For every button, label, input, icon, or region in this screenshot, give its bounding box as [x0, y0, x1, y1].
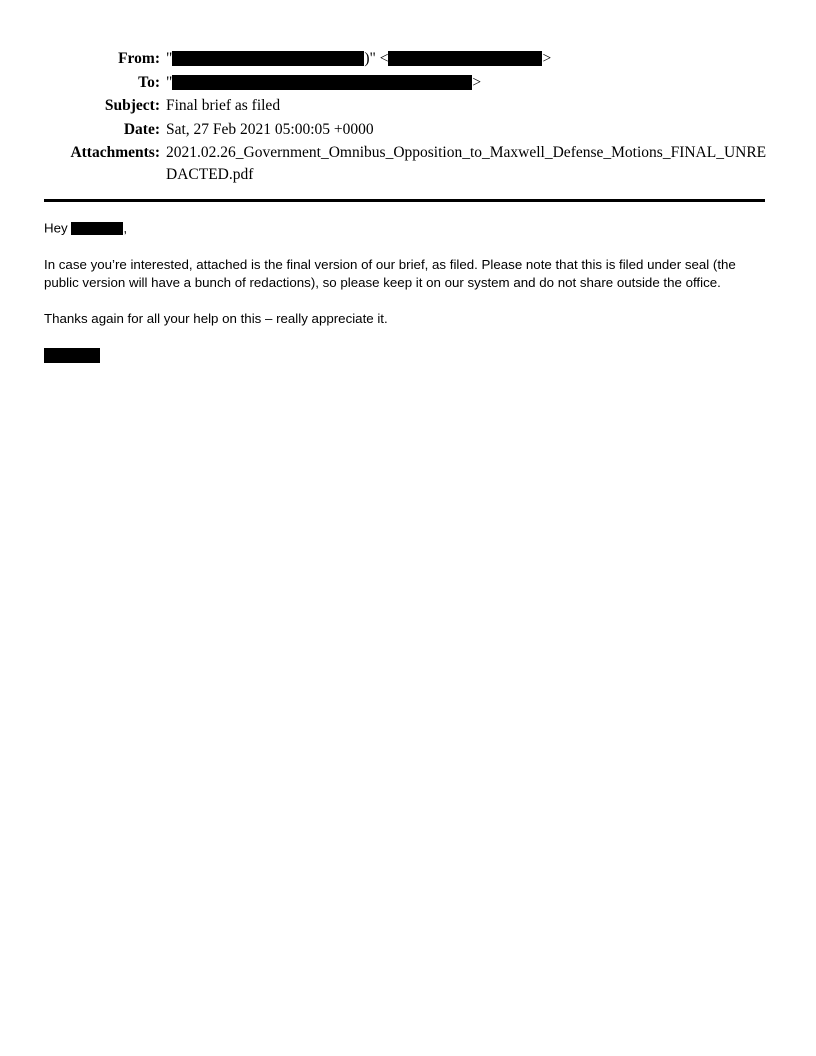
from-name-suffix: )" — [364, 50, 376, 67]
header-row-to — [44, 72, 772, 94]
subject-label: Subject: — [104, 97, 160, 114]
date-value: Sat, 27 Feb 2021 05:00:05 +0000 — [166, 120, 374, 138]
header-divider — [44, 199, 765, 202]
body-paragraph-1: In case you’re interested, attached is the final version of our brief, as filed. Please note that this is filed under seal (the public version will have a bunch of redactions), so please keep it on our system and do not share outside the office. — [44, 256, 736, 290]
subject-value: Final brief as filed — [166, 97, 281, 114]
quote-open: " — [166, 50, 173, 67]
header-row-subject — [44, 95, 772, 117]
from-label: From: — [118, 50, 160, 67]
quote-open: " — [166, 73, 173, 91]
redaction-bar — [172, 51, 364, 66]
date-label: Date: — [123, 120, 160, 138]
body-signature — [44, 346, 756, 364]
redaction-bar — [388, 51, 542, 66]
attachment-filename[interactable]: 2021.02.26_Government_Omnibus_Opposition_to_Maxwell_Defense_Motions_FINAL_UNREDACTED.pdf — [166, 144, 767, 183]
redaction-bar — [44, 348, 100, 363]
to-value — [166, 72, 772, 94]
angle-close: > — [542, 50, 552, 67]
to-label: To: — [138, 73, 160, 91]
header-row-date — [44, 119, 772, 141]
greeting-suffix: , — [123, 220, 128, 236]
header-row-from — [44, 48, 772, 70]
attachments-label: Attachments: — [70, 144, 160, 161]
redaction-bar — [71, 222, 123, 235]
body-paragraph-2: Thanks again for all your help on this – really appreciate it. — [44, 310, 388, 326]
email-header — [44, 48, 772, 187]
angle-open: < — [375, 50, 389, 67]
header-row-attachments — [44, 142, 772, 185]
greeting-prefix: Hey — [44, 220, 72, 236]
redaction-bar — [172, 75, 472, 90]
from-value — [166, 48, 772, 70]
body-greeting — [44, 219, 756, 238]
email-body — [44, 219, 756, 364]
angle-close: > — [472, 73, 482, 91]
